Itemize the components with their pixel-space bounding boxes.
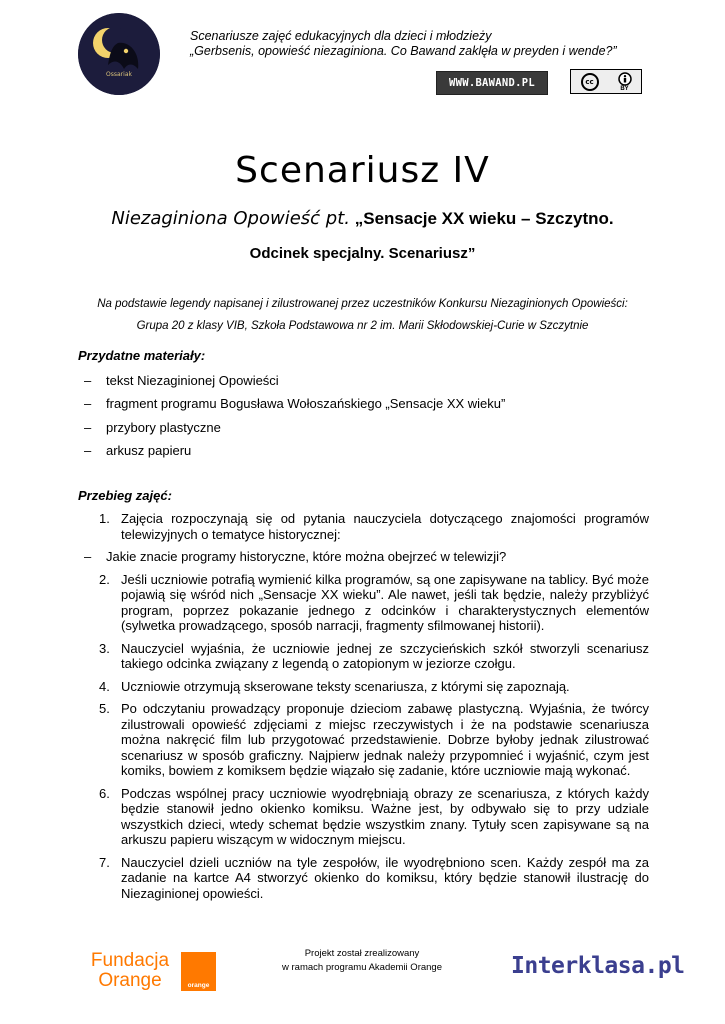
cc-by-license-badge[interactable] xyxy=(570,69,642,94)
list-item xyxy=(84,373,279,388)
list-item xyxy=(84,420,221,435)
step-text: Nauczyciel dzieli uczniów na tyle zespołów, ile wyodrębniono scen. Każdy zespół ma za zadanie na kartce A4 stworzyć okienko do komiksu, który będzie stanowił ilustrację do Niezaginionej opowieści. xyxy=(121,854,649,901)
step-number: 1. xyxy=(99,511,110,526)
list-item-text: przybory plastyczne xyxy=(106,420,221,435)
step-question xyxy=(84,549,649,565)
orange-square-logo[interactable]: orange xyxy=(181,952,216,991)
header-line-1: Scenariusze zajęć edukacyjnych dla dzieci i młodzieży xyxy=(190,29,492,43)
subtitle-italic: Niezaginiona Opowieść pt. xyxy=(111,208,350,229)
step-text: Jakie znacie programy historyczne, które można obejrzeć w telewizji? xyxy=(106,549,507,564)
dash-bullet: – xyxy=(84,373,92,388)
intro-line-2: Grupa 20 z klasy VIB, Szkoła Podstawowa nr 2 im. Marii Skłodowskiej-Curie w Szczytnie xyxy=(136,320,589,332)
course-steps xyxy=(84,511,649,908)
person-icon xyxy=(618,72,632,86)
subtitle-bold: „Sensacje XX wieku – Szczytno. xyxy=(354,209,614,228)
header-line-2: „Gerbsenis, opowieść niezaginiona. Co Bawand zaklęła w preyden i wende?” xyxy=(190,44,617,58)
step-item xyxy=(99,641,649,672)
interklasa-logo[interactable]: Interklasa.pl xyxy=(511,953,685,979)
step-item xyxy=(99,701,649,779)
by-attribution xyxy=(618,72,632,92)
dash-bullet: – xyxy=(84,420,92,435)
list-item xyxy=(84,443,191,458)
logo-caption: Ossariak xyxy=(106,71,132,78)
dash-bullet: – xyxy=(84,549,92,564)
step-number: 6. xyxy=(99,785,110,801)
page-title: Scenariusz IV xyxy=(235,150,490,191)
list-item-text: fragment programu Bogusława Wołoszańskiego „Sensacje XX wieku” xyxy=(106,396,506,411)
step-item xyxy=(99,855,649,902)
step-number: 7. xyxy=(99,854,110,870)
step-item xyxy=(99,786,649,848)
step-text: Po odczytaniu prowadzący proponuje dzieciom zabawę plastyczną. Wyjaśnia, że twórcy zilustrowali opowieść zdjęciami z miejsc rzeczywistych i że na podstawie scenariusza można nakręcić film lub przygotować przedstawienie. Dobrze byłoby jednak zilustrować scenariusz w sposób graficzny. Najpierw jednak należy przypomnieć i wyjaśnić, czym jest komiks, bowiem z komiksem będzie wiązało się zadanie, które uczniowie mają wykonać. xyxy=(121,701,649,778)
step-text: Jeśli uczniowie potrafią wymienić kilka programów, są one zapisywane na tablicy. Być może pojawią się wśród nich „Sensacje XX wieku”. Ale nawet, jeśli tak będzie, należy przybliżyć program, poprzez pokazanie jednego z odcinków i charakterystycznych elementów (sylwetka prowadzącego, sposób narracji, fragmenty sfilmowanej historii). xyxy=(121,571,649,633)
cc-icon: cc xyxy=(581,73,599,91)
step-item xyxy=(99,511,649,542)
intro-line-1: Na podstawie legendy napisanej i zilustrowanej przez uczestników Konkursu Niezaginionych Opowieści: xyxy=(97,298,628,310)
fundacja-line-2: Orange xyxy=(98,970,162,991)
materials-heading: Przydatne materiały: xyxy=(78,348,206,363)
footer-note-line-1: Projekt został zrealizowany xyxy=(304,948,420,959)
fundacja-orange-logo[interactable] xyxy=(85,951,175,991)
step-text: Uczniowie otrzymują skserowane teksty scenariusza, z którymi się zapoznają. xyxy=(121,678,570,694)
step-text: Nauczyciel wyjaśnia, że uczniowie jednej ze szczycieńskich szkół stworzyli scenariusz takiego odcinka związany z legendą o zatopionym w jeziorze czołgu. xyxy=(121,640,649,671)
footer-note-line-2: w ramach programu Akademii Orange xyxy=(282,962,442,973)
step-item xyxy=(99,572,649,634)
by-label: BY xyxy=(620,85,629,92)
course-heading: Przebieg zajęć: xyxy=(78,488,172,503)
step-text: Podczas wspólnej pracy uczniowie wyodrębniają obrazy ze scenariusza, z których każdy będzie stanowił jedno okienko komiksu. Ważne jest, by odbywało się to przy udziale wszystkich dzieci, wtedy schemat będzie wszystkim znany. Tytuły scen zapisywane są na arkuszu papieru wiszącym w widocznym miejscu. xyxy=(121,785,649,847)
step-text: Zajęcia rozpoczynają się od pytania nauczyciela dotyczącego znajomości programów telewizyjnych o tematyce historycznej: xyxy=(121,511,649,542)
step-number: 5. xyxy=(99,701,110,716)
subtitle-line-1 xyxy=(0,208,725,229)
bawand-website-badge[interactable]: WWW.BAWAND.PL xyxy=(436,71,548,95)
footer-project-note xyxy=(262,947,462,975)
step-number: 3. xyxy=(99,640,110,656)
fundacja-line-1: Fundacja xyxy=(90,950,170,971)
step-number: 2. xyxy=(99,571,110,587)
dash-bullet: – xyxy=(84,443,92,458)
dash-bullet: – xyxy=(84,396,92,411)
step-number: 4. xyxy=(99,678,110,694)
owl-moon-icon xyxy=(78,13,160,95)
step-item xyxy=(99,679,649,695)
list-item-text: tekst Niezaginionej Opowieści xyxy=(106,373,279,388)
bawand-logo xyxy=(78,13,160,95)
list-item xyxy=(84,396,505,411)
list-item-text: arkusz papieru xyxy=(106,443,192,458)
subtitle-line-2: Odcinek specjalny. Scenariusz” xyxy=(249,245,476,262)
